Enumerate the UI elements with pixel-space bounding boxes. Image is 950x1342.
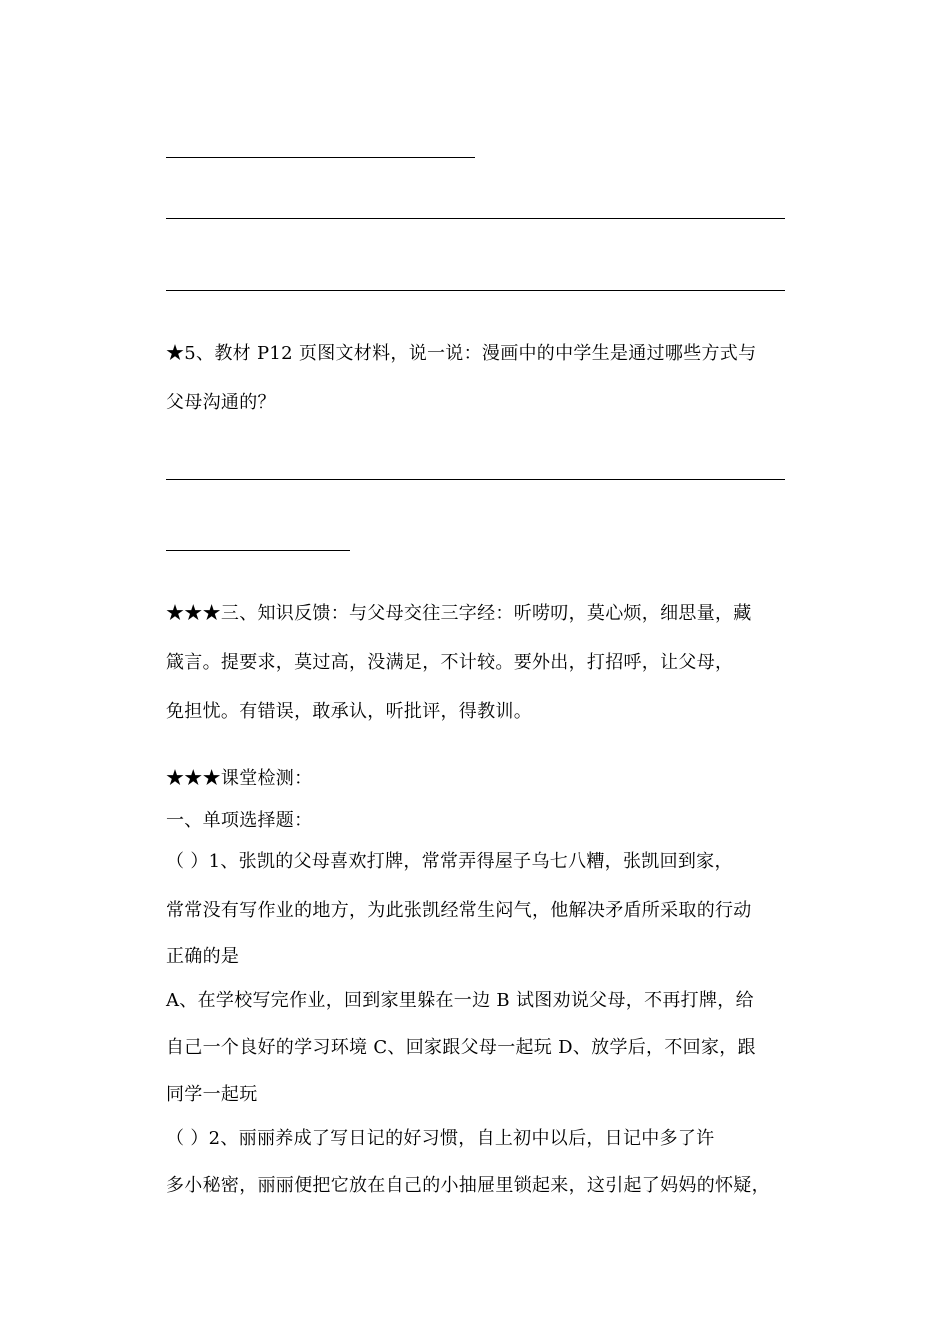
question-1-options-line-3: 同学一起玩 — [166, 1084, 258, 1105]
answer-blank-line — [166, 290, 785, 291]
answer-blank-line — [166, 218, 785, 219]
question-1-line-2: 常常没有写作业的地方，为此张凯经常生闷气，他解决矛盾所采取的行动 — [166, 900, 752, 921]
question-1-line-3: 正确的是 — [166, 946, 240, 967]
question-5-line-2: 父母沟通的？ — [166, 392, 276, 413]
feedback-line-2: 箴言。提要求，莫过高，没满足，不计较。要外出，打招呼，让父母， — [166, 652, 734, 673]
question-1-options-line-2: 自己一个良好的学习环境 C、回家跟父母一起玩 D、放学后，不回家，跟 — [166, 1037, 756, 1058]
question-1-line-1: （ ）1、张凯的父母喜欢打牌，常常弄得屋子乌七八糟，张凯回到家， — [166, 851, 733, 872]
feedback-line-3: 免担忧。有错误，敢承认，听批评，得教训。 — [166, 701, 532, 722]
answer-blank-line — [166, 157, 475, 158]
section-heading: 一、单项选择题： — [166, 810, 313, 831]
answer-blank-line — [166, 550, 350, 551]
answer-blank-line — [166, 479, 785, 480]
question-2-line-2: 多小秘密，丽丽便把它放在自己的小抽屉里锁起来，这引起了妈妈的怀疑， — [166, 1175, 770, 1196]
classroom-test-heading: ★★★课堂检测： — [166, 768, 313, 789]
feedback-line-1: ★★★三、知识反馈：与父母交往三字经：听唠叨，莫心烦，细思量，藏 — [166, 603, 752, 624]
question-1-options-line-1: A、在学校写完作业，回到家里躲在一边 B 试图劝说父母，不再打牌，给 — [166, 990, 754, 1011]
question-2-line-1: （ ）2、丽丽养成了写日记的好习惯，自上初中以后，日记中多了许 — [166, 1128, 715, 1149]
question-5-line-1: ★5、教材 P12 页图文材料，说一说：漫画中的中学生是通过哪些方式与 — [166, 343, 757, 364]
